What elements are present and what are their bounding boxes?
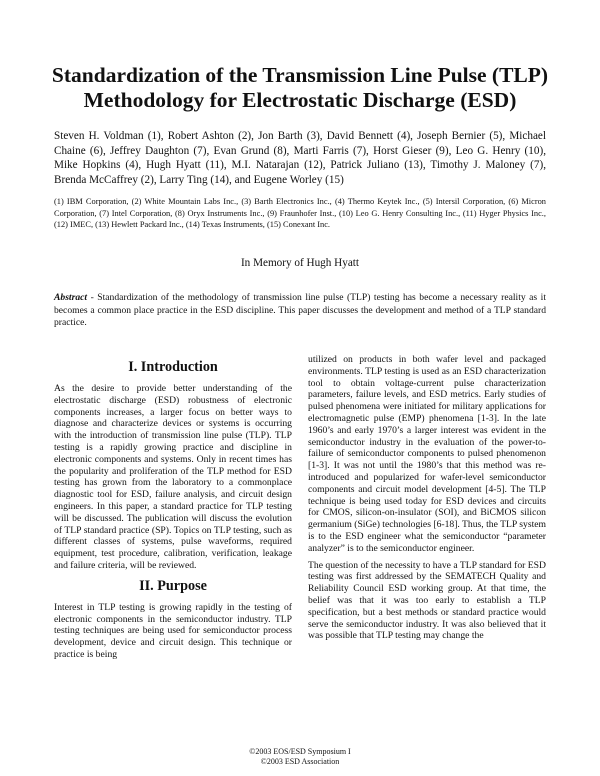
page-footer: [0, 747, 600, 767]
title-line-2: Methodology for Electrostatic Discharge (ESD): [83, 88, 517, 112]
footer-symposium: ©2003 EOS/ESD Symposium I: [249, 747, 351, 756]
introduction-paragraph: As the desire to provide better understanding of the electrostatic discharge (ESD) robustness of electronic components increases, a larger focus on better ways to diagnose and characterize devices or systems is occurring with the introduction of transmission line pulse (TLP). TLP testing is a rapidly growing practice and discipline in electronic components and systems. Only in recent times has the popularity and proliferation of the TLP method for ESD testing has grown from the laboratory to a commonplace diagnostic tool for ESD, failure analysis, and circuit design engineers. In this paper, a standard practice for TLP testing will be discussed. The publication will discuss the evolution of TLP standard practice (SP). Topics on TLP testing, such as different classes of systems, pulse waveforms, required equipment, test procedure, calibration, verification, leakage and failure criteria, will be reviewed.: [54, 383, 292, 571]
memorial-dedication: In Memory of Hugh Hyatt: [240, 257, 360, 269]
affiliation-list: (1) IBM Corporation, (2) White Mountain Labs Inc., (3) Barth Electronics Inc., (4) Thermo Keytek Inc., (5) Intersil Corporation, (6) Micron Corporation, (7) Intel Corporation, (8) Oryx Instruments Inc., (9) Fraunhofer Inst., (10) Leo G. Henry Consulting Inc., (11) Hyger Physics Inc., (12) IMEC, (13) Hewlett Packard Inc., (14) Texas Instruments, (15) Conexant Inc.: [54, 197, 546, 229]
left-column: [54, 358, 292, 666]
abstract-label: Abstract: [54, 292, 88, 303]
purpose-paragraph: Interest in TLP testing is growing rapidly in the testing of electronic components in the semiconductor industry. TLP testing techniques are being used for semiconductor process development, device and circuit design. This technique or practice is being: [54, 601, 292, 660]
paper-title: [40, 63, 560, 113]
purpose-heading: II. Purpose: [139, 577, 207, 594]
abstract-separator: -: [87, 292, 98, 303]
introduction-heading: I. Introduction: [128, 359, 218, 375]
title-line-1: Standardization of the Transmission Line Pulse (TLP): [51, 63, 549, 87]
purpose-continued-paragraph: utilized on products in both wafer level and packaged environments. TLP testing is used as an ESD characterization tool to obtain voltage-current pulse characterization parameters, failure levels, and ESD metrics. Early studies of pulsed phenomena were initiated for military applications for electromagnetic pulse (EMP) phenomena [1-3]. In the late 1960’s and early 1970’s a larger interest was evident in the semiconductor industry in the evaluation of the power-to-failure of semiconductor components to pulsed phenomenon [1-3]. It was not until the 1980’s that this method was re-introduced and popularized for wafer-level semiconductor components and circuit model development [4-5]. The TLP technique is being used today for ESD devices and circuits for CMOS, silicon-on-insulator (SOI), and BiCMOS silicon germanium (SiGe) technologies [6-18]. Thus, the TLP system is to the ESD engineer what the semiconductor “parameter analyzer” is to the semiconductor engineer.: [308, 354, 547, 554]
footer-association: ©2003 ESD Association: [260, 757, 340, 766]
abstract-text: Standardization of the methodology of transmission line pulse (TLP) testing has become a necessary reality as it becomes a common place practice in the ESD discipline. This paper discusses the development and method of a TLP standard practice.: [54, 292, 546, 329]
right-column: [308, 354, 546, 647]
tlp-standard-paragraph: The question of the necessity to have a TLP standard for ESD testing was first addressed by the SEMATECH Quality and Reliability Council ESD working group. At that time, the belief was that it was too early to establish a TLP specification, but a best methods or standard practice would serve the semiconductor industry. It was also believed that it was possible that TLP testing may change the: [308, 559, 546, 642]
author-list: Steven H. Voldman (1), Robert Ashton (2), Jon Barth (3), David Bennett (4), Joseph Bernier (5), Michael Chaine (6), Jeffrey Daughton (7), Evan Grund (8), Marti Farris (7), Horst Gieser (9), Leo G. Henry (10), Mike Hopkins (4), Hugh Hyatt (11), M.I. Natarajan (12), Patrick Juliano (13), Timothy J. Maloney (7), Brenda McCaffrey (2), Larry Ting (14), and Eugene Worley (15): [54, 130, 546, 186]
abstract: [54, 292, 546, 330]
